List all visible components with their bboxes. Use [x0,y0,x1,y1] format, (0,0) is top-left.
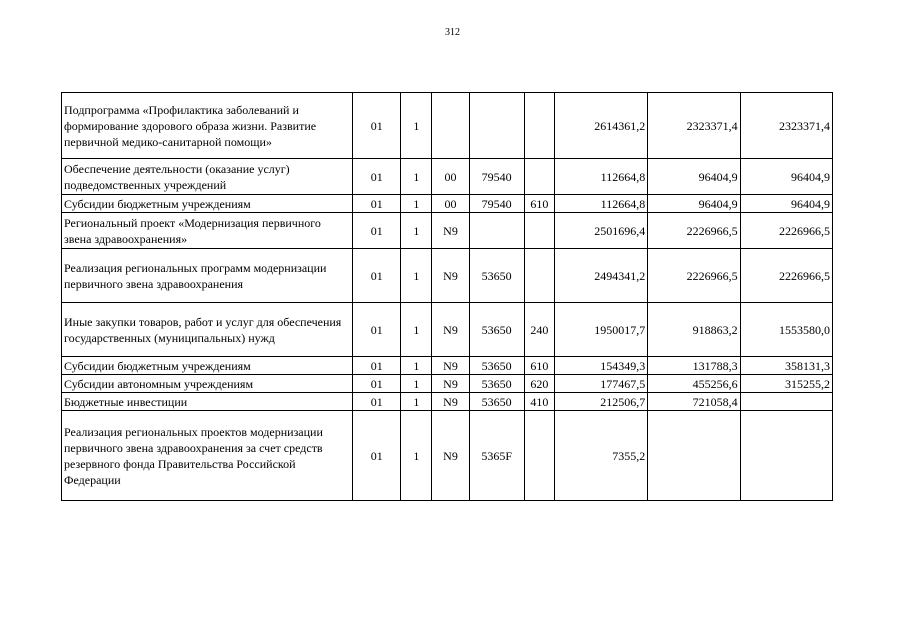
table-row [62,213,833,249]
table-row [62,195,833,213]
table-body [62,93,833,501]
code-section: 01 [353,213,401,249]
amount-year-2: 96404,9 [648,195,740,213]
code-subprogram: N9 [432,249,469,303]
code-subprogram: N9 [432,303,469,357]
code-direction: 53650 [469,375,524,393]
code-direction [469,93,524,159]
table-row [62,93,833,159]
amount-year-1: 177467,5 [554,375,647,393]
amount-year-3: 1553580,0 [740,303,832,357]
code-section: 01 [353,393,401,411]
row-name: Подпрограмма «Профилактика заболеваний и формирование здорового образа жизни. Развитие первичной медико-санитарной помощи» [62,93,353,159]
table-row [62,357,833,375]
row-name: Иные закупки товаров, работ и услуг для обеспечения государственных (муниципальных) нужд [62,303,353,357]
code-program: 1 [401,303,432,357]
amount-year-3: 358131,3 [740,357,832,375]
code-expense-type [524,159,554,195]
amount-year-1: 1950017,7 [554,303,647,357]
code-direction: 79540 [469,195,524,213]
amount-year-1: 112664,8 [554,159,647,195]
code-expense-type [524,411,554,501]
code-expense-type: 240 [524,303,554,357]
code-section: 01 [353,93,401,159]
code-program: 1 [401,213,432,249]
row-name: Реализация региональных программ модернизации первичного звена здравоохранения [62,249,353,303]
amount-year-1: 112664,8 [554,195,647,213]
code-subprogram: N9 [432,375,469,393]
amount-year-3 [740,411,832,501]
row-name: Субсидии бюджетным учреждениям [62,357,353,375]
amount-year-3: 2323371,4 [740,93,832,159]
code-subprogram [432,93,469,159]
code-subprogram: N9 [432,357,469,375]
code-program: 1 [401,375,432,393]
budget-table [61,92,833,501]
amount-year-2: 2226966,5 [648,213,740,249]
code-subprogram: N9 [432,411,469,501]
code-program: 1 [401,93,432,159]
amount-year-2: 2226966,5 [648,249,740,303]
code-program: 1 [401,159,432,195]
amount-year-3: 2226966,5 [740,213,832,249]
amount-year-2 [648,411,740,501]
amount-year-2: 131788,3 [648,357,740,375]
code-expense-type [524,93,554,159]
amount-year-2: 2323371,4 [648,93,740,159]
amount-year-2: 918863,2 [648,303,740,357]
code-subprogram: N9 [432,393,469,411]
code-direction: 53650 [469,303,524,357]
code-section: 01 [353,159,401,195]
amount-year-1: 212506,7 [554,393,647,411]
amount-year-1: 2614361,2 [554,93,647,159]
code-expense-type [524,249,554,303]
code-direction: 53650 [469,249,524,303]
amount-year-2: 96404,9 [648,159,740,195]
table-row [62,303,833,357]
code-expense-type: 620 [524,375,554,393]
code-direction: 79540 [469,159,524,195]
row-name: Субсидии бюджетным учреждениям [62,195,353,213]
amount-year-2: 721058,4 [648,393,740,411]
code-section: 01 [353,303,401,357]
amount-year-2: 455256,6 [648,375,740,393]
amount-year-3: 315255,2 [740,375,832,393]
code-expense-type: 610 [524,195,554,213]
row-name: Региональный проект «Модернизация первичного звена здравоохранения» [62,213,353,249]
code-section: 01 [353,357,401,375]
code-direction: 53650 [469,393,524,411]
row-name: Субсидии автономным учреждениям [62,375,353,393]
code-section: 01 [353,411,401,501]
code-direction: 53650 [469,357,524,375]
table-row [62,159,833,195]
code-section: 01 [353,249,401,303]
row-name: Бюджетные инвестиции [62,393,353,411]
code-section: 01 [353,195,401,213]
row-name: Обеспечение деятельности (оказание услуг) подведомственных учреждений [62,159,353,195]
amount-year-1: 2494341,2 [554,249,647,303]
amount-year-1: 154349,3 [554,357,647,375]
code-program: 1 [401,411,432,501]
amount-year-3 [740,393,832,411]
code-direction [469,213,524,249]
code-program: 1 [401,393,432,411]
code-section: 01 [353,375,401,393]
table-row [62,375,833,393]
amount-year-3: 2226966,5 [740,249,832,303]
code-program: 1 [401,249,432,303]
code-subprogram: 00 [432,159,469,195]
code-program: 1 [401,195,432,213]
code-program: 1 [401,357,432,375]
row-name: Реализация региональных проектов модернизации первичного звена здравоохранения за счет средств резервного фонда Правительства Российской Федерации [62,411,353,501]
amount-year-3: 96404,9 [740,159,832,195]
table-row [62,249,833,303]
table-row [62,393,833,411]
code-expense-type: 610 [524,357,554,375]
amount-year-1: 2501696,4 [554,213,647,249]
code-subprogram: N9 [432,213,469,249]
code-expense-type [524,213,554,249]
code-subprogram: 00 [432,195,469,213]
amount-year-1: 7355,2 [554,411,647,501]
table-row [62,411,833,501]
page-number: 312 [445,27,460,38]
code-direction: 5365F [469,411,524,501]
amount-year-3: 96404,9 [740,195,832,213]
code-expense-type: 410 [524,393,554,411]
